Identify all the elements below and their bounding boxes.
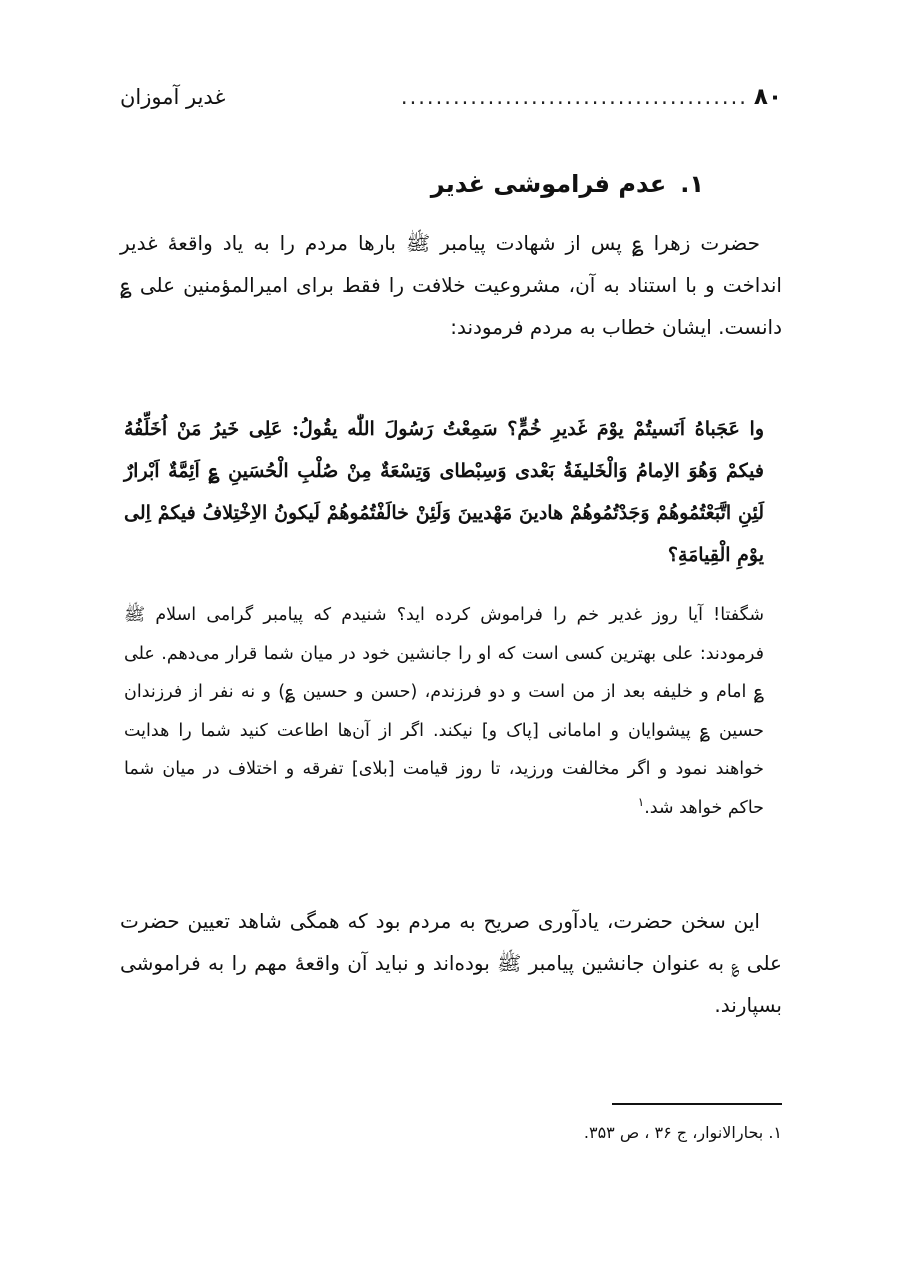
translation-text: شگفتا! آیا روز غدیر خم را فراموش کرده اید؟ شنیدم که پیامبر گرامی اسلام ﷺ فرمودند: علی بهترین کسی است که او را جانشین خود در میان شما قرار می‌دهم. علی ؏ امام و خلیفه بعد از من است و دو فرزندم، (حسن و حسین ؏) و نه نفر از فرزندان حسین ؏ پیشوایان و امامانی [پاک و] نیکند. اگر از آن‌ها اطاعت کنید شما را هدایت خواهند نمود و اگر مخالفت ورزید، تا روز قیامت [بلای] تفرقه و اختلاف در میان شما حاکم خواهد شد. (124, 605, 764, 818)
section-title: عدم فراموشی غدیر (430, 170, 667, 198)
translation-paragraph (124, 596, 764, 827)
running-header (120, 84, 782, 124)
footnote-marker: ۱ (637, 794, 645, 809)
intro-paragraph: حضرت زهرا ؏ پس از شهادت پیامبر ﷺ بارها مردم را به یاد واقعهٔ غدیر انداخت و با استناد به آن، مشروعیت خلافت را فقط برای امیرالمؤمنین علی ؏ دانست. ایشان خطاب به مردم فرمودند: (120, 231, 782, 339)
arabic-quote: وا عَجَباهُ اَنَسیتُمْ یوْمَ غَدیرِ خُمٍّ؟ سَمِعْتُ رَسُولَ اللّٰه یقُولُ: عَلِی خَیرُ مَنْ اُخَلِّفُهُ فیکمْ وَهُوَ الاِمامُ وَالْخَلیفَةُ بَعْدی وَسِبْطای وَتِسْعَةٌ مِنْ صُلْبِ الْحُسَینِ ؏ اَئِمَّةٌ اَبْرارٌ لَئِنِ اتَّبَعْتُمُوهُمْ وَجَدْتُمُوهُمْ هادینَ مَهْدیینَ وَلَئِنْ خالَفْتُمُوهُمْ لَیکونُ الاِخْتِلافُ فیکمْ اِلی یوْمِ الْقِیامَةِ؟ (124, 418, 764, 566)
book-page (120, 0, 782, 1277)
book-title: غدیر آموزان (120, 85, 226, 109)
section-heading (431, 170, 704, 198)
page-number: ۸۰ (753, 84, 782, 110)
section-number: ۱. (680, 170, 704, 198)
conclusion-paragraph: این سخن حضرت، یادآوری صریح به مردم بود که همگی شاهد تعیین حضرت علی ؏ به عنوان جانشین پیامبر ﷺ بوده‌اند و نباید آن واقعهٔ مهم را به فراموشی بسپارند. (120, 909, 782, 1017)
footnote-divider (612, 1103, 782, 1105)
dot-leader: ........................................ (400, 85, 748, 109)
footnote: ۱. بحارالانوار، ج ۳۶ ، ص ۳۵۳. (583, 1123, 782, 1142)
